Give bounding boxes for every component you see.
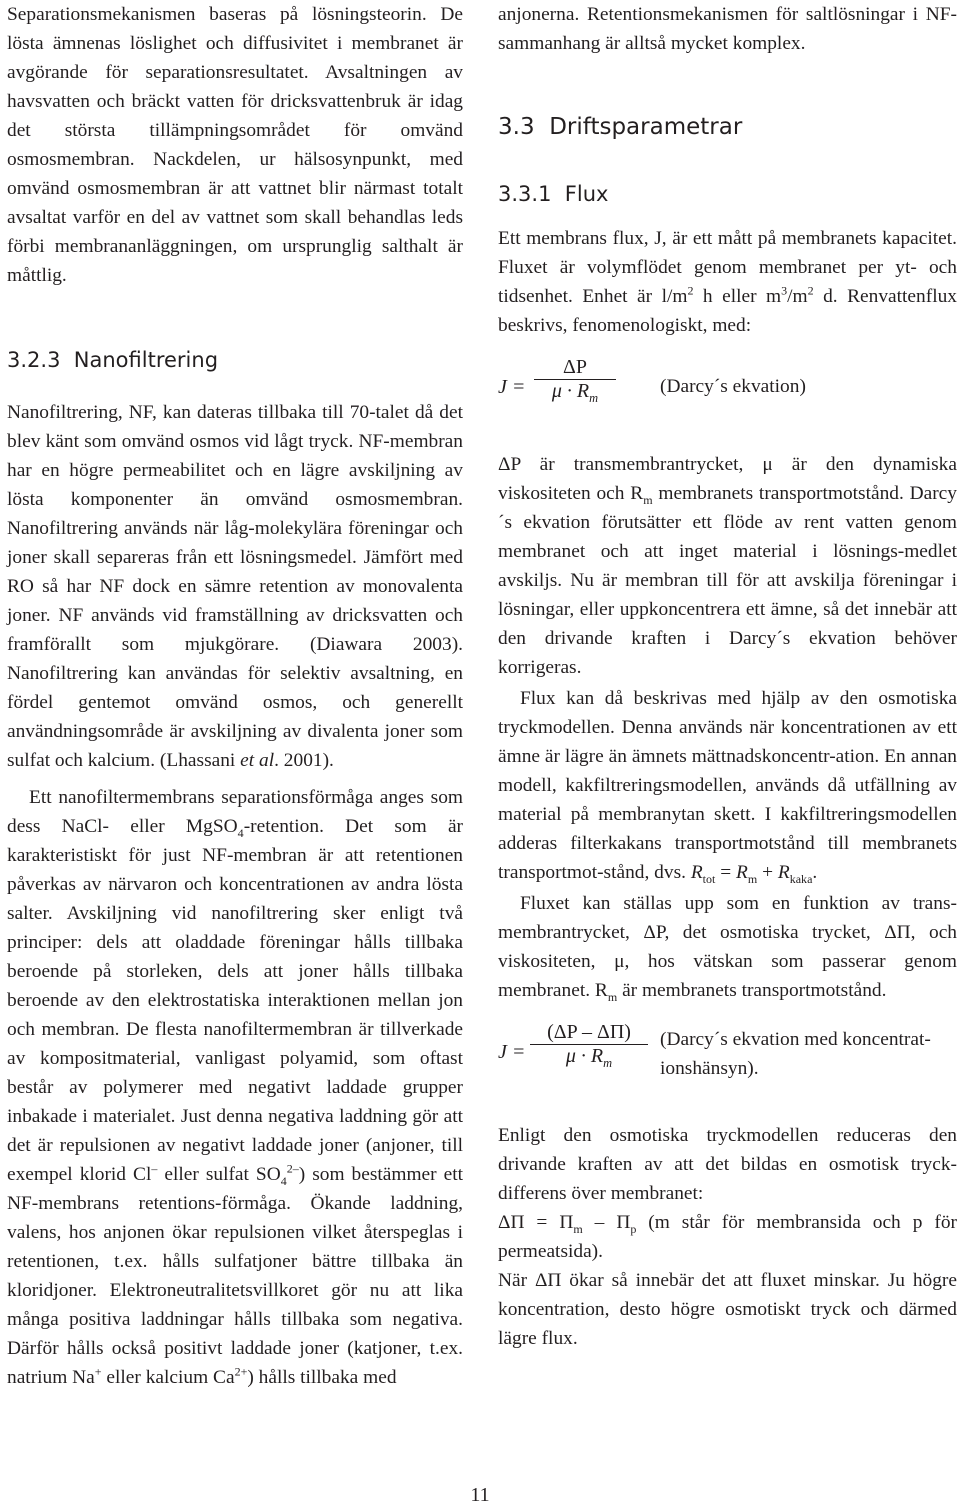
- text: ) som bestämmer ett NF-membrans retentions-förmåga. Ökande laddning, valens, hos anjonen ökar repulsionen vilket återspeglas i retentionen, t.ex. hålls sulfatjoner bättre tillbaka än kloridjoner. Elektroneutralitetsvillkoret gör nu att lika många positiva laddningar hålls tillbaka som negativa. Därför hålls också positivt laddade joner (katjoner, t.ex. natrium Na: [7, 1164, 463, 1388]
- equation-numerator: (ΔP – ΔΠ): [547, 1021, 631, 1043]
- equation-fraction: [534, 356, 616, 403]
- page-number: 11: [470, 1484, 490, 1506]
- paragraph-flux-decrease: När ΔΠ ökar så innebär det att fluxet minskar. Ju högre koncentration, desto högre osmotiskt tryck och därmed lägre flux.: [498, 1270, 957, 1349]
- superscript: 2: [807, 283, 814, 298]
- subscript: 4: [280, 1173, 287, 1188]
- paragraph-osmotic-model: [498, 684, 957, 887]
- subscript: m: [747, 871, 758, 886]
- paragraph-separation-mechanism: Separationsmekanismen baseras på lösningsteorin. De lösta ämnenas löslighet och diffusivitet i membranet är avgörande för separationsresultatet. Avsaltningen av havsvatten och bräckt vatten för dricksvattenbruk är idag det största tillämpningsområdet för omvänd osmosmembran. Nackdelen, ur hälsosynpunkt, med omvänd osmosmembran är att vattnet blir närmast totalt avsaltat varför en del av vattnet som skall behandlas leds förbi membrananläggningen, om ursprunglig salthalt är måttlig.: [7, 4, 463, 286]
- text: eller sulfat SO: [157, 1164, 281, 1185]
- text: μ · R: [551, 380, 590, 402]
- text: . 2001).: [274, 750, 334, 771]
- text: .: [812, 862, 818, 883]
- text: -retention. Det som är karakteristiskt för just NF-membran är att retentionen påverkas av närvaron och koncentrationen av andra lösta salter. Avskiljning vid nanofiltrering sker enligt två principer: dels att oladdade föreningar hålls tillbaka beroende på storleken, dels att joner hålls tillbaka beroende av den elektrostatiska interaktionen mellan jon och membran. De flesta nanofiltermembran är tillverkade av kompositmaterial, vanligast polyamid, som oftast består av polymerer med negativt laddade grupper inbakade i materialet. Just denna negativa laddning gör att det är repulsionen av negativt laddade joner (anjoner, till exempel klorid Cl: [7, 816, 464, 1185]
- right-column: [498, 0, 957, 1353]
- text: d. Renvattenflux beskrivs, fenomenologiskt, med:: [498, 286, 957, 336]
- paragraph-separation-ability: [7, 783, 463, 1392]
- equation-lhs: J =: [498, 1041, 526, 1063]
- section-heading-flux: [498, 182, 957, 212]
- paragraph-osmotic-reduction: Enligt den osmotiska tryckmodellen reduceras den drivande kraften av att det bildas en osmotisk tryck-differens över membranet:: [498, 1125, 957, 1204]
- section-title: Flux: [564, 182, 609, 206]
- text: Ett nanofiltermembrans separationsförmåga anges som dess NaCl- eller MgSO: [7, 787, 463, 837]
- equation-lhs: J =: [498, 376, 526, 398]
- text-italic: R: [777, 862, 790, 883]
- text: Ett membrans flux, J, är ett mått på membranets kapacitet. Fluxet är volymflödet genom membranet per yt- och tidsenhet. Enhet är l/m: [498, 228, 957, 307]
- equation-numerator: ΔP: [563, 356, 587, 378]
- section-title: Driftsparametrar: [549, 114, 743, 140]
- text-italic: R: [736, 862, 748, 883]
- paragraph-flux-definition: [498, 224, 957, 340]
- text: – Π: [582, 1212, 631, 1233]
- paragraph-nanofiltrering-intro: [7, 398, 463, 775]
- equation-darcy: [498, 350, 957, 436]
- text: eller kalcium Ca: [101, 1367, 235, 1388]
- subscript: m: [573, 1221, 583, 1236]
- subscript: m: [603, 1056, 613, 1070]
- text: μ · R: [565, 1045, 604, 1067]
- equation-note: (Darcy´s ekvation med koncentrat-ionshänsyn).: [660, 1029, 931, 1079]
- subscript: 4: [237, 825, 244, 840]
- text: =: [715, 862, 736, 883]
- subscript: m: [589, 391, 599, 405]
- subscript: p: [630, 1221, 637, 1236]
- paragraph-delta-pi: [498, 1208, 957, 1266]
- superscript: 2–: [286, 1161, 299, 1176]
- subscript: tot: [702, 871, 716, 886]
- section-heading-driftsparametrar: [498, 114, 957, 148]
- equation-fraction: [530, 1021, 648, 1068]
- text-italic: et al: [240, 750, 275, 771]
- text: membranets transportmotstånd. Darcy´s ekvation förutsätter ett flöde av rent vatten genom membranet och att inget material i lösnings-medlet avskiljs. Nu är membran till för att avskilja föreningar i lösningar, eller uppkoncentrera ett ämne, så det innebär att den drivande kraften i Darcy´s ekvation behöver korrigeras.: [498, 483, 957, 678]
- equation-denominator: [548, 380, 602, 403]
- text: /m: [787, 286, 808, 307]
- text: Fluxet kan ställas upp som en funktion av trans-membrantrycket, ΔP, det osmotiska trycket, ΔΠ, och viskositeten, μ, hos vätskan som passerar genom membranet. R: [498, 893, 957, 1001]
- text: (m står för membransida och p för permeatsida).: [498, 1212, 957, 1262]
- subscript: m: [607, 989, 618, 1004]
- subscript: kaka: [789, 871, 813, 886]
- equation-note: (Darcy´s ekvation): [660, 376, 806, 397]
- section-number: 3.2.3: [7, 348, 61, 372]
- subscript: m: [643, 492, 653, 507]
- section-number: 3.3: [498, 114, 535, 140]
- section-number: 3.3.1: [498, 182, 552, 206]
- text: är membranets transportmotstånd.: [617, 980, 887, 1001]
- paragraph-anjonerna: anjonerna. Retentionsmekanismen för saltlösningar i NF-sammanhang är alltså mycket komplex.: [498, 4, 957, 54]
- equation-denominator: [562, 1045, 616, 1068]
- text-italic: R: [690, 862, 703, 883]
- left-column: [7, 0, 463, 1392]
- text: Nanofiltrering, NF, kan dateras tillbaka till 70-talet då det blev känt som omvänd osmos vid lågt tryck. NF-membran har en högre permeabilitet och en lägre avskiljning av lösta komponenter än omvänd osmosmembran. Nanofiltrering används när låg-molekylära föreningar och joner skall separeras från ett lösningsmedel. Jämfört med RO så har NF dock en sämre retention av monovalenta joner. NF används vid framställning av dricksvatten och framförallt som mjukgörare. (Diawara 2003). Nanofiltrering kan användas för selektiv avsaltning, en fördel gentemot omvänd osmos, och generellt användningsområde är avskiljning av divalenta joner som sulfat och kalcium. (Lhassani: [7, 402, 463, 771]
- text: ΔP är transmembrantrycket, μ är den dynamiska viskositeten och R: [498, 454, 957, 504]
- superscript: 2: [687, 283, 694, 298]
- text: ΔΠ = Π: [498, 1212, 574, 1233]
- superscript: +: [94, 1364, 102, 1379]
- section-title: Nanofiltrering: [73, 348, 219, 372]
- superscript: 2+: [234, 1364, 248, 1379]
- superscript: 3: [781, 283, 788, 298]
- text: +: [757, 862, 778, 883]
- section-heading-nanofiltrering: [7, 348, 463, 378]
- text: ) hålls tillbaka med: [247, 1367, 397, 1388]
- text: Flux kan då beskrivas med hjälp av den osmotiska tryckmodellen. Denna används när koncentrationen av ett ämne är lägre än ämnets mättnadskoncentr-ation. En annan modell, kakfiltreringsmodellen, används då utfällning av material på membranytan skett. I kakfiltreringsmodellen adderas filterkakans transportmotstånd till membranets transportmot-stånd, dvs.: [498, 688, 957, 883]
- paragraph-flux-function: [498, 889, 957, 1005]
- equation-darcy-concentration: [498, 1017, 957, 1107]
- text: h eller m: [693, 286, 782, 307]
- paragraph-transmembrane-pressure: [498, 450, 957, 682]
- superscript: –: [151, 1161, 158, 1176]
